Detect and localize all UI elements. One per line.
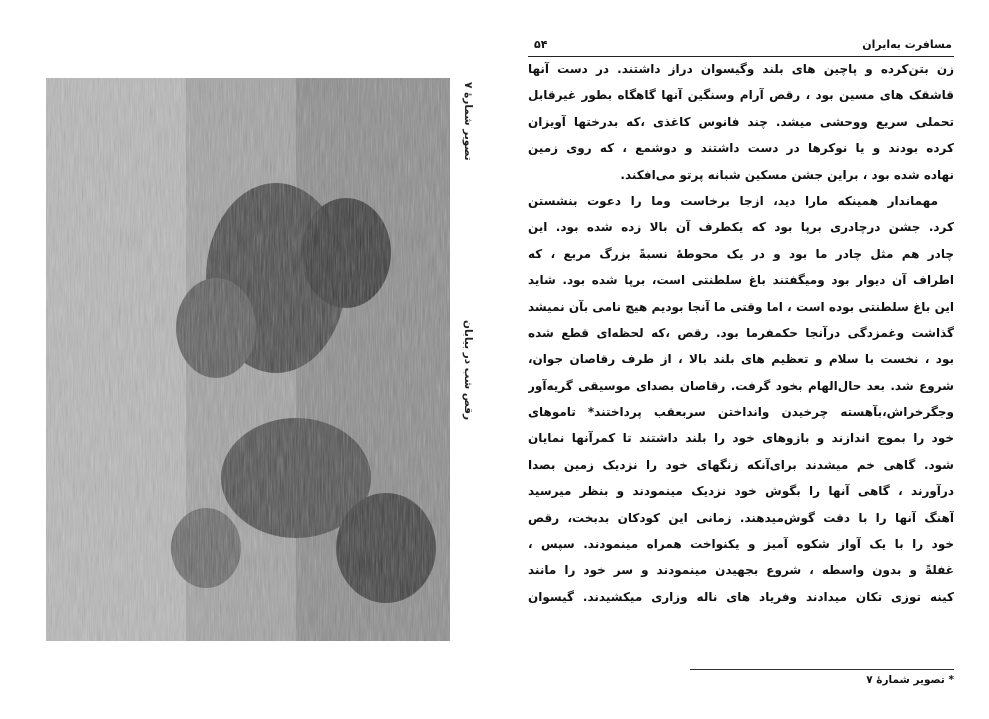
running-header xyxy=(528,38,954,57)
text-line: درآورند ، گاهی آنها را بگوش خود نزدیک مینمودند و بنظر میرسید xyxy=(528,484,954,499)
text-line: اطراف آن دیوار بود ومیگفتند باغ سلطنتی است، برپا شده بود. شاید xyxy=(528,273,954,288)
text-line: مهماندار همینکه مارا دید، ازجا برخاست وما را دعوت بنشستن xyxy=(528,193,938,208)
text-line: نهاده شده بود ، براین جشن مسکین شبانه پرتو می‌افکند. xyxy=(620,167,954,182)
footnote-rule xyxy=(690,669,954,670)
photo-plate xyxy=(46,78,450,641)
photo-caption: رقص شب در بیابان xyxy=(462,320,474,421)
running-title: مسافرت به‌ایران xyxy=(862,38,952,51)
text-line: قاشقک های مسین بود ، رقص آرام وسنگین آنها گاهگاه بطور غیرقابل xyxy=(528,88,954,103)
text-line: گذاشت وغمزدگی درآنجا حکمفرما بود. رقص ،که لحظه‌ای قطع شده xyxy=(528,325,954,340)
plate-number-label: تصویر شمارهٔ ۷ xyxy=(462,82,474,161)
body-text xyxy=(528,56,954,656)
text-line: کرده بودند و یا نوکرها در دست داشتند و دوشمع ، که روی زمین xyxy=(528,141,954,156)
text-line: بود ، نخست با سلام و تعظیم های بلند بالا ، از طرف رقاصان جوان، xyxy=(528,352,954,367)
engraving-illustration xyxy=(46,78,450,641)
text-line: کرد. جشن درچادری برپا بود که یکطرف آن بالا زده شده بود. این xyxy=(528,220,954,235)
footnote: * تصویر شمارهٔ ۷ xyxy=(866,674,954,686)
text-line: خود را با یک آواز شکوه آمیز و یکنواخت همراه مینمودند. سپس ، xyxy=(528,537,954,552)
text-line: این باغ سلطنتی بوده است ، اما وقتی ما آنجا بودیم هیچ نامی بآن نمیشد xyxy=(528,299,954,314)
text-line: شروع شد. بعد حال‌الهام بخود گرفت. رقاصان بصدای موسیقی گریه‌آور xyxy=(528,378,954,393)
text-line: آهنگ آنها را با دقت گوش‌میدهند. زمانی این کودکان بدبخت، رقص xyxy=(528,510,954,525)
text-line: وجگرخراش،بآهسته چرخیدن وانداختن سربعقب پرداختند* تامو‌های xyxy=(528,405,954,420)
text-line: کینه توزی تکان میدادند وفریاد های ناله وزاری میکشیدند. گیسوان xyxy=(528,589,954,604)
text-line: غفلةً و بدون واسطه ، شروع بجهیدن مینمودند و سر خود را مانند xyxy=(528,563,954,578)
text-line: زن بتن‌کرده و پاچین های بلند وگیسوان دراز داشتند. در دست آنها xyxy=(528,62,954,76)
text-line: خود را بموج اندازند و بازوهای خود را بلند داشتند تا کمرآنها نمایان xyxy=(528,431,954,446)
text-line: شود. گاهی خم میشدند برای‌آنکه زنگهای خود را نزدیک زمین بصدا xyxy=(528,457,954,472)
text-line: تحملی سریع ووحشی میشد. چند فانوس کاغذی ،که بدرختها آویزان xyxy=(528,114,954,129)
text-line: چادر هم مثل چادر ما بود و در یک محوطهٔ نسبةً بزرگ مربع ، که xyxy=(528,246,954,261)
page-number: ۵۴ xyxy=(534,38,548,51)
